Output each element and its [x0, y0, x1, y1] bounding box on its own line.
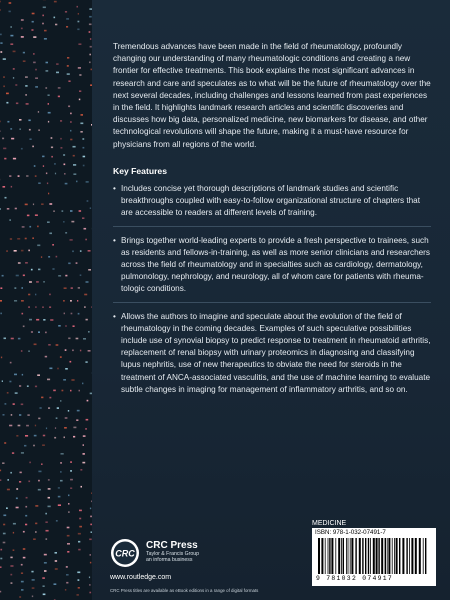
ebook-availability-note: CRC Press titles are available as eBook editions in a range of digital formats	[110, 588, 259, 593]
key-feature-item	[113, 311, 431, 396]
subject-category: MEDICINE	[312, 520, 347, 527]
key-feature-item	[113, 183, 431, 220]
publisher-group-line: an informa business	[146, 557, 193, 564]
key-feature-text: Includes concise yet thorough descriptions of landmark studies and scientific breakthroughs coupled with easy-to-follow organizational structure of chapters that are accessible to readers at different levels of training.	[121, 184, 421, 218]
publisher-name: CRC Press	[146, 540, 198, 551]
divider	[113, 226, 431, 227]
divider	[113, 302, 431, 303]
barcode-digits: 9 781032 074917	[316, 575, 394, 582]
publisher-url: www.routledge.com	[110, 574, 172, 581]
barcode-icon	[316, 538, 432, 574]
publisher-group: Taylor & Francis Group	[146, 551, 200, 557]
crc-press-logo	[110, 538, 140, 568]
bullet-icon: •	[113, 184, 116, 194]
barcode-panel	[312, 528, 436, 586]
cover-copy	[113, 41, 431, 402]
key-feature-item	[113, 235, 431, 296]
crc-logo-text: CRC	[115, 548, 135, 559]
key-feature-text: Brings together world-leading experts to provide a fresh perspective to trainees, such as residents and fellows-in-training, as well as more senior clinicians and researchers across the field of rheumatology and in specialties such as cardiology, dermatology, pulmonology, nephrology, and neurology, all of whom care for patients with rheumatologic conditions.	[121, 235, 430, 294]
bullet-icon: •	[113, 311, 116, 321]
publisher-block	[110, 538, 300, 598]
key-feature-text: Allows the authors to imagine and speculate about the evolution of the field of rheumatology in the coming decades. Examples of such speculative possibilities include use of synovial biopsy to predict response to treatment in rheumatoid arthritis, replacement of renal biopsy with urinary proteomics in diagnosing and classifying lupus nephritis, use of new therapeutics to obviate the need for steroids in the treatment of ANCA-associated vasculitis, and the use of machine learning to evaluate subtle changes in imaging for management of inflammatory arthritis, and so on.	[121, 311, 431, 394]
publisher-names	[146, 540, 199, 564]
key-features-list	[113, 183, 431, 396]
isbn-number: ISBN: 978-1-032-07491-7	[315, 529, 386, 536]
key-features-heading: Key Features	[113, 165, 167, 176]
isbn-block	[312, 520, 438, 586]
book-description: Tremendous advances have been made in the field of rheumatology, profoundly changing our understanding of many rheumatologic conditions and creating a new frontier for effective treatments. This book explains the most significant advances in research and care and speculates as to what will be the future of rheumatology over the next several decades, including challenges and lessons learned from past experiences in the field. It highlights landmark research articles and scientific discoveries and discusses how big data, personalized medicine, new biomarkers for disease, and other technological revolutions will shape the future, making it a must-have resource for physicians from all regions of the world.	[113, 42, 431, 149]
bullet-icon: •	[113, 235, 116, 245]
